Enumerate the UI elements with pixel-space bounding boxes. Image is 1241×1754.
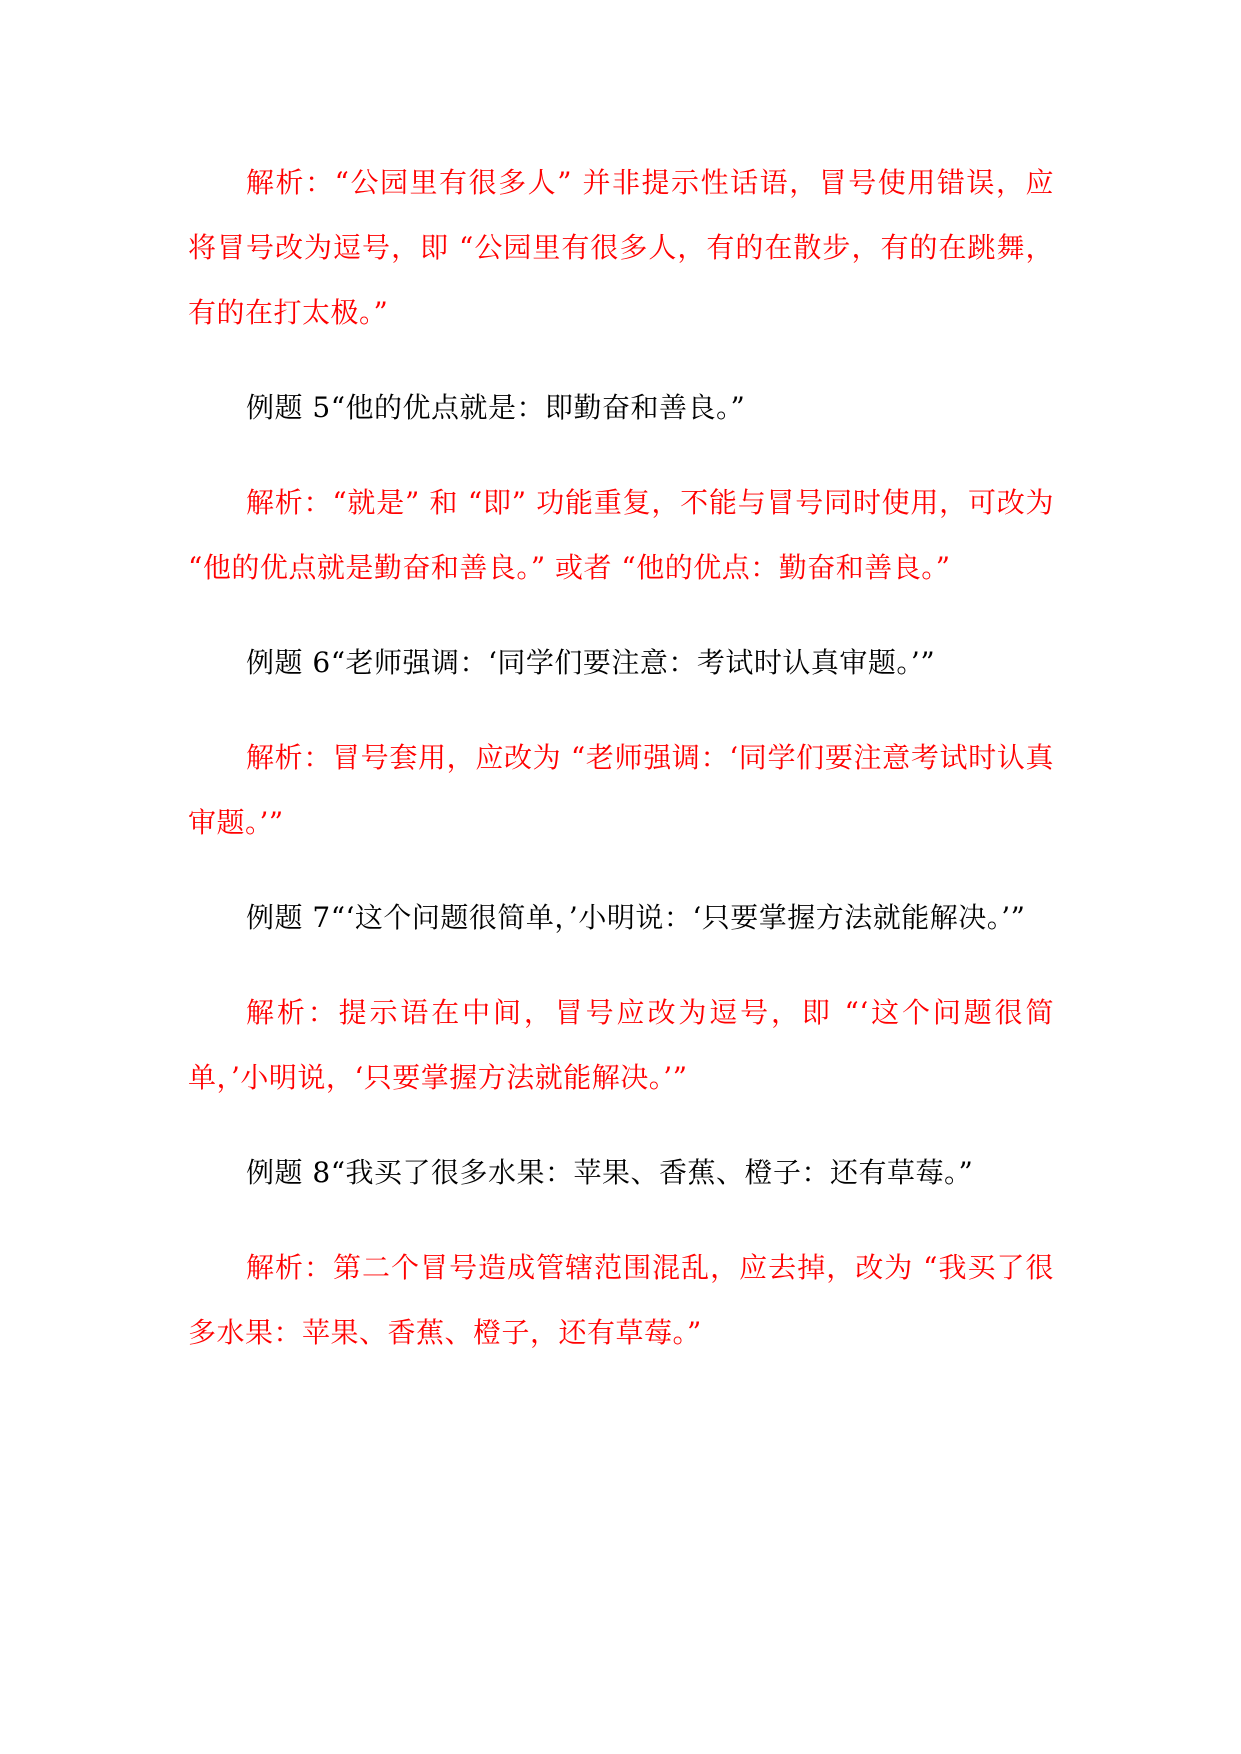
analysis-paragraph-8: 解析：第二个冒号造成管辖范围混乱，应去掉，改为 “我买了很多水果：苹果、香蕉、橙子，还有草莓。” bbox=[188, 1251, 1054, 1349]
example-paragraph-6: 例题 6“老师强调：‘同学们要注意：考试时认真审题。’” bbox=[246, 646, 936, 679]
analysis-paragraph-5: 解析：“就是” 和 “即” 功能重复，不能与冒号同时使用，可改为 “他的优点就是勤奋和善良。” 或者 “他的优点：勤奋和善良。” bbox=[188, 486, 1054, 584]
example-paragraph-7: 例题 7“‘这个问题很简单，’小明说：‘只要掌握方法就能解决。’” bbox=[246, 901, 1026, 934]
analysis-paragraph-7: 解析：提示语在中间，冒号应改为逗号，即 “‘这个问题很简单，’小明说，‘只要掌握方法就能解决。’” bbox=[188, 996, 1054, 1094]
example-paragraph-5: 例题 5“他的优点就是：即勤奋和善良。” bbox=[246, 391, 746, 424]
document-page bbox=[188, 150, 1054, 1365]
analysis-paragraph-4: 解析：“公园里有很多人” 并非提示性话语，冒号使用错误，应将冒号改为逗号，即 “公园里有很多人，有的在散步，有的在跳舞，有的在打太极。” bbox=[188, 166, 1054, 329]
example-paragraph-8: 例题 8“我买了很多水果：苹果、香蕉、橙子：还有草莓。” bbox=[246, 1156, 974, 1189]
analysis-paragraph-6: 解析：冒号套用，应改为 “老师强调：‘同学们要注意考试时认真审题。’” bbox=[188, 741, 1054, 839]
